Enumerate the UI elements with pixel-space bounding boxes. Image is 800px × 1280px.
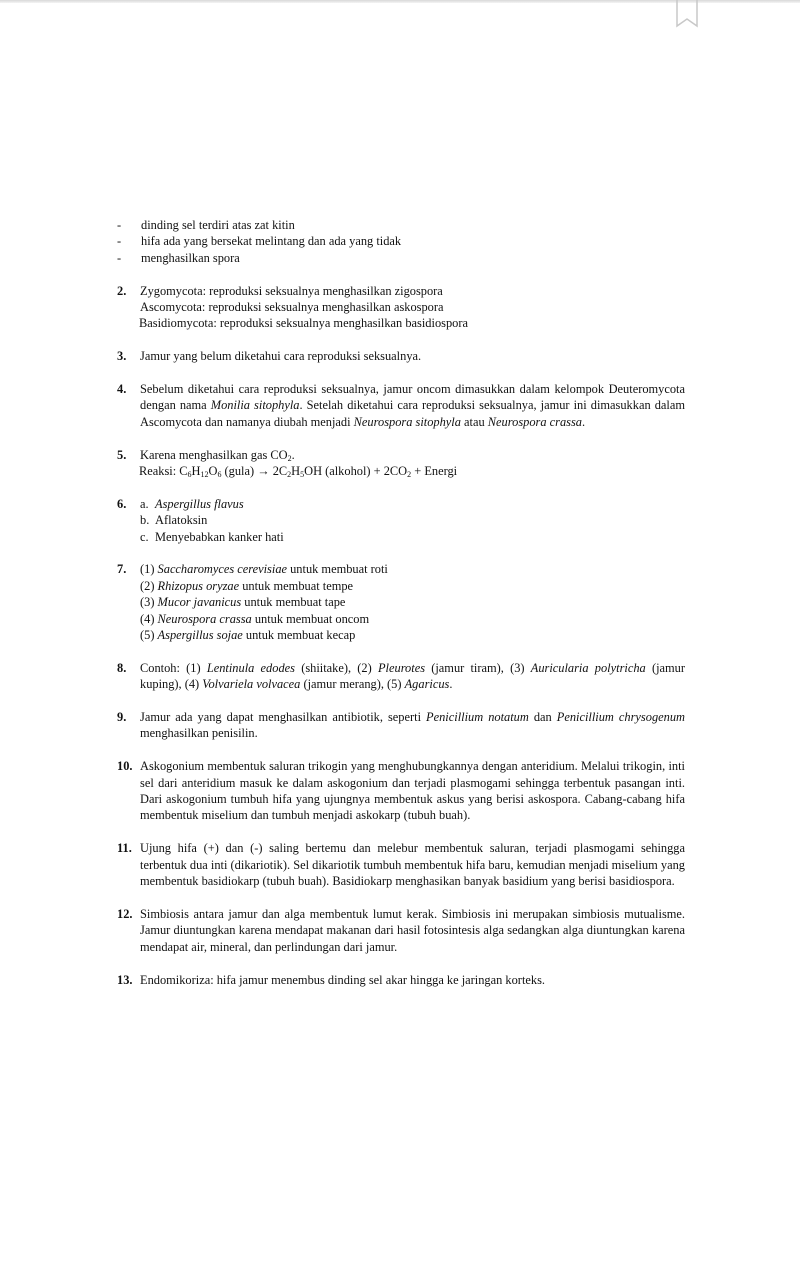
species-name: Neurospora sitophyla xyxy=(353,414,461,429)
answer-13 xyxy=(117,972,685,988)
answer-line: Zygomycota: reproduksi seksualnya menghasilkan zigospora xyxy=(140,283,443,298)
answer-8 xyxy=(117,660,685,693)
answer-number: 3. xyxy=(117,349,127,364)
answer-text: Ujung hifa (+) dan (-) saling bertemu dan melebur membentuk saluran, terjadi plasmogami sehingga terbentuk dua inti (dikariotik). Sel dikariotik tumbuh membentuk hifa baru, kemudian menjadi miselium yang membentuk basidiokarp (tubuh buah). Basidiokarp menghasikan banyak basidium yang berisi basidiospora. xyxy=(140,841,685,889)
answer-number: 10. xyxy=(117,759,133,774)
answer-number: 4. xyxy=(117,382,127,397)
answer-7 xyxy=(117,561,685,643)
arrow-icon: → xyxy=(257,464,270,479)
list-item: c. Menyebabkan kanker hati xyxy=(140,529,284,544)
species-name: Neurospora crassa xyxy=(487,414,582,429)
answer-text: Askogonium membentuk saluran trikogin yang menghubungkannya dengan anteridium. Melalui trikogin, inti sel dari anteridium masuk ke dalam askogonium dan terjadi plasmogami sehingga terbentuk pasangan inti. Dari askogonium tumbuh hifa yang ujungnya membentuk askus yang berisi askospora. Cabang-cabang hifa membentuk miselium dan tumbuh menjadi askokarp (tubuh buah). xyxy=(140,759,685,823)
answer-number: 8. xyxy=(117,660,127,675)
intro-bullet-list xyxy=(117,217,685,266)
answer-number: 11. xyxy=(117,841,132,856)
answer-text: Karena menghasilkan gas $CO_2$. xyxy=(140,447,295,463)
answer-9 xyxy=(117,709,685,742)
list-item: (5) Aspergillus sojae untuk membuat kecap xyxy=(140,628,356,643)
answer-text: Endomikoriza: hifa jamur menembus dinding sel akar hingga ke jaringan korteks. xyxy=(140,972,545,987)
list-item: (2) Rhizopus oryzae untuk membuat tempe xyxy=(140,578,354,593)
answer-text: Jamur yang belum diketahui cara reproduksi seksualnya. xyxy=(140,349,422,364)
answer-6 xyxy=(117,496,685,545)
bookmark-icon[interactable] xyxy=(675,0,699,28)
answer-number: 2. xyxy=(117,283,127,298)
answer-10 xyxy=(117,758,685,824)
answer-text: Jamur ada yang dapat menghasilkan antibiotik, seperti Penicillium notatum dan Penicillium chrysogenum menghasilkan penisilin. xyxy=(140,710,685,741)
list-item: - hifa ada yang bersekat melintang dan ada yang tidak xyxy=(117,234,402,249)
answer-4 xyxy=(117,381,685,430)
answer-line: Ascomycota: reproduksi seksualnya menghasilkan askospora xyxy=(140,300,444,315)
answer-3 xyxy=(117,348,685,364)
answer-line: Basidiomycota: reproduksi seksualnya menghasilkan basidiospora xyxy=(139,316,468,331)
answer-number: 13. xyxy=(117,972,133,987)
list-item: - menghasilkan spora xyxy=(117,250,240,265)
answer-number: 9. xyxy=(117,710,127,725)
answer-number: 7. xyxy=(117,562,127,577)
reaction-equation: Reaksi: $C_6H_{12}O_6$ (gula) → $2C_2H_5OH$ (alkohol) + $2CO_2$ + Energi xyxy=(139,464,458,480)
answer-number: 5. xyxy=(117,447,127,462)
answer-12 xyxy=(117,906,685,955)
answer-2 xyxy=(117,283,685,332)
list-item: (4) Neurospora crassa untuk membuat oncom xyxy=(140,611,370,626)
list-item: a. Aspergillus flavus xyxy=(140,496,244,511)
list-item: (1) Saccharomyces cerevisiae untuk membuat roti xyxy=(140,562,388,577)
list-item: (3) Mucor javanicus untuk membuat tape xyxy=(140,595,346,610)
answer-text: Contoh: (1) Lentinula edodes (shiitake), (2) Pleurotes (jamur tiram), (3) Auricularia polytricha (jamur kuping), (4) Volvariela volvacea (jamur merang), (5) Agaricus. xyxy=(140,660,685,692)
document-page xyxy=(117,217,685,988)
answer-text: Simbiosis antara jamur dan alga membentuk lumut kerak. Simbiosis ini merupakan simbiosis mutualisme. Jamur diuntungkan karena mendapat makanan dari hasil fotosintesis alga sedangkan alga diuntungkan karena mendapat air, mineral, dan perlindungan dari jamur. xyxy=(140,906,685,954)
answer-5 xyxy=(117,447,685,480)
answer-text: Sebelum diketahui cara reproduksi seksualnya, jamur oncom dimasukkan dalam kelompok Deuteromycota dengan nama Monilia sitophyla. Setelah diketahui cara reproduksi seksualnya, jamur ini dimasukkan dalam Ascomycota dan namanya diubah menjadi Neurospora sitophyla atau Neurospora crassa. xyxy=(140,382,685,429)
answer-number: 12. xyxy=(117,906,133,921)
list-item: - dinding sel terdiri atas zat kitin xyxy=(117,218,295,232)
list-item: b. Aflatoksin xyxy=(140,513,208,528)
species-name: Monilia sitophyla xyxy=(210,398,300,413)
answer-11 xyxy=(117,840,685,889)
answer-number: 6. xyxy=(117,496,127,511)
